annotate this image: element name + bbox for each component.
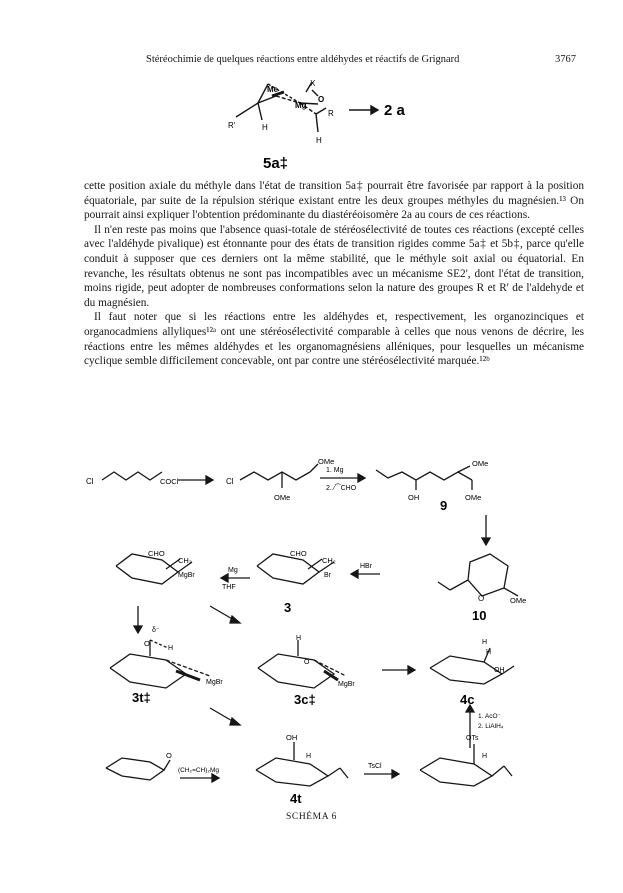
compound-label-10: 10 [472, 608, 487, 623]
atom-h1: H [262, 123, 268, 132]
label-o-ketone: O [166, 751, 172, 760]
compound-label-4t: 4t [290, 791, 302, 806]
reagent-aco: 1. AcO⁻ [478, 713, 501, 720]
label-mgbr-3t: MgBr [206, 679, 223, 686]
label-cho-mid: CHO [290, 549, 307, 558]
compound-label-3: 3 [284, 600, 292, 615]
label-br-mid: Br [324, 572, 331, 579]
label-o-ring: O [478, 594, 485, 603]
header-title: Stéréochimie de quelques réactions entre aldéhydes et réactifs de Grignard [146, 54, 460, 65]
compound-label-4c: 4c [460, 692, 475, 707]
reagent-mg: 1. Mg [326, 467, 344, 474]
label-o-3c: O [304, 659, 310, 666]
label-ome-mid-top: OMe [318, 457, 335, 466]
label-mgbr-3c: MgBr [338, 681, 355, 688]
label-ch2-left: CH₂ [178, 556, 192, 565]
label-o-3t: O [144, 639, 150, 648]
label-ots: OTs [466, 735, 479, 742]
paragraph-2: Il n'en reste pas moins que l'absence quasi-totale de stéréosélectivité de toutes ces réactions (excepté celles avec l'aldéhyde pivalique) est étonnante pour des états de transition rigides comme 5a‡ et 5b‡, parce qu'elle conduit à supposer que ces derniers ont la même stabilité, que le méthyle soit axial ou équatorial. En revanche, les résultats obtenus ne sont pas incompatibles avec un mécanisme SE2', dont l'état de transition, moins rigide, peut adopter de nombreuses conformations selon la nature des groupes R et R' de l'aldehyde et du magnésien. [84, 223, 584, 309]
reagent-mg-row2: Mg [228, 567, 238, 574]
label-cl-start: Cl [86, 477, 94, 486]
label-h1-4c: H [482, 639, 488, 646]
reagent-lialh4: 2. LiAlH₄ [478, 723, 504, 730]
label-mgbr-left: MgBr [178, 572, 195, 579]
label-cho-left: CHO [148, 549, 165, 558]
label-h-right: H [482, 753, 488, 760]
paragraph-1: cette position axiale du méthyle dans l'état de transition 5a‡ pourrait être favorisée par rapport à la position équatoriale, par suite de la répulsion stérique existant entre les deux groupes méthyles du magnésien.¹³ On pourrait ainsi expliquer l'obtention prédominante du diastéréoisomère 2a au cours de ces réactions. [84, 180, 584, 222]
page-number: 3767 [555, 54, 576, 65]
scheme-caption: SCHÉMA 6 [286, 812, 337, 822]
atom-rp: R' [228, 121, 236, 130]
label-h-3c: H [296, 635, 302, 642]
label-oh-4c: OH [494, 667, 505, 674]
atom-mg: Mg [295, 101, 307, 110]
atom-h2: H [316, 136, 322, 145]
label-ome-10: OMe [510, 596, 527, 605]
reagent-hbr: HBr [360, 563, 373, 570]
atom-o: O [318, 95, 325, 104]
label-ome-mid-bottom: OMe [274, 493, 291, 502]
atom-me: Me [267, 85, 279, 94]
label-oh-4t: OH [286, 733, 298, 742]
compound-label-3c: 3c‡ [294, 692, 316, 707]
compound-label-5a: 5a‡ [263, 155, 289, 172]
label-cocl: COCl [160, 477, 179, 486]
paragraph-3: Il faut noter que si les réactions entre les aldéhydes et, respectivement, les organozinciques et organocadmiens allyliques¹²ᵃ ont une stéréosélectivité comparable à celles que nous venons de décrire, les réactions entre les mêmes aldéhydes et les organomagnésiens alléniques, pour lesquelles un mécanisme cyclique semble difficilement concevable, ont par contre une stéréosélectivité marquée.¹²ᵇ [84, 311, 584, 368]
atom-x: X [310, 79, 316, 88]
reagent-thf: THF [222, 584, 236, 591]
label-h-3t: H [168, 645, 174, 652]
label-ch2-mid: CH₂ [322, 556, 336, 565]
reagent-cho: 2. ⁄⁀CHO [326, 485, 357, 492]
label-delta-3t: δ⁻ [152, 627, 160, 634]
label-h-4t: H [306, 753, 312, 760]
label-cl-mid: Cl [226, 477, 234, 486]
compound-label-9: 9 [440, 498, 448, 513]
reagent-tscl: TsCl [368, 763, 382, 770]
reagent-divinylmg: (CH₂=CH)₂Mg [178, 767, 219, 774]
atom-r: R [328, 109, 334, 118]
compound-label-3t: 3t‡ [132, 690, 151, 705]
product-label-2a: 2 a [384, 102, 405, 119]
label-ome-9-bottom: OMe [465, 493, 482, 502]
label-ome-9-top: OMe [472, 459, 489, 468]
label-oh-9: OH [408, 493, 420, 502]
label-h2-4c: H [486, 649, 492, 656]
